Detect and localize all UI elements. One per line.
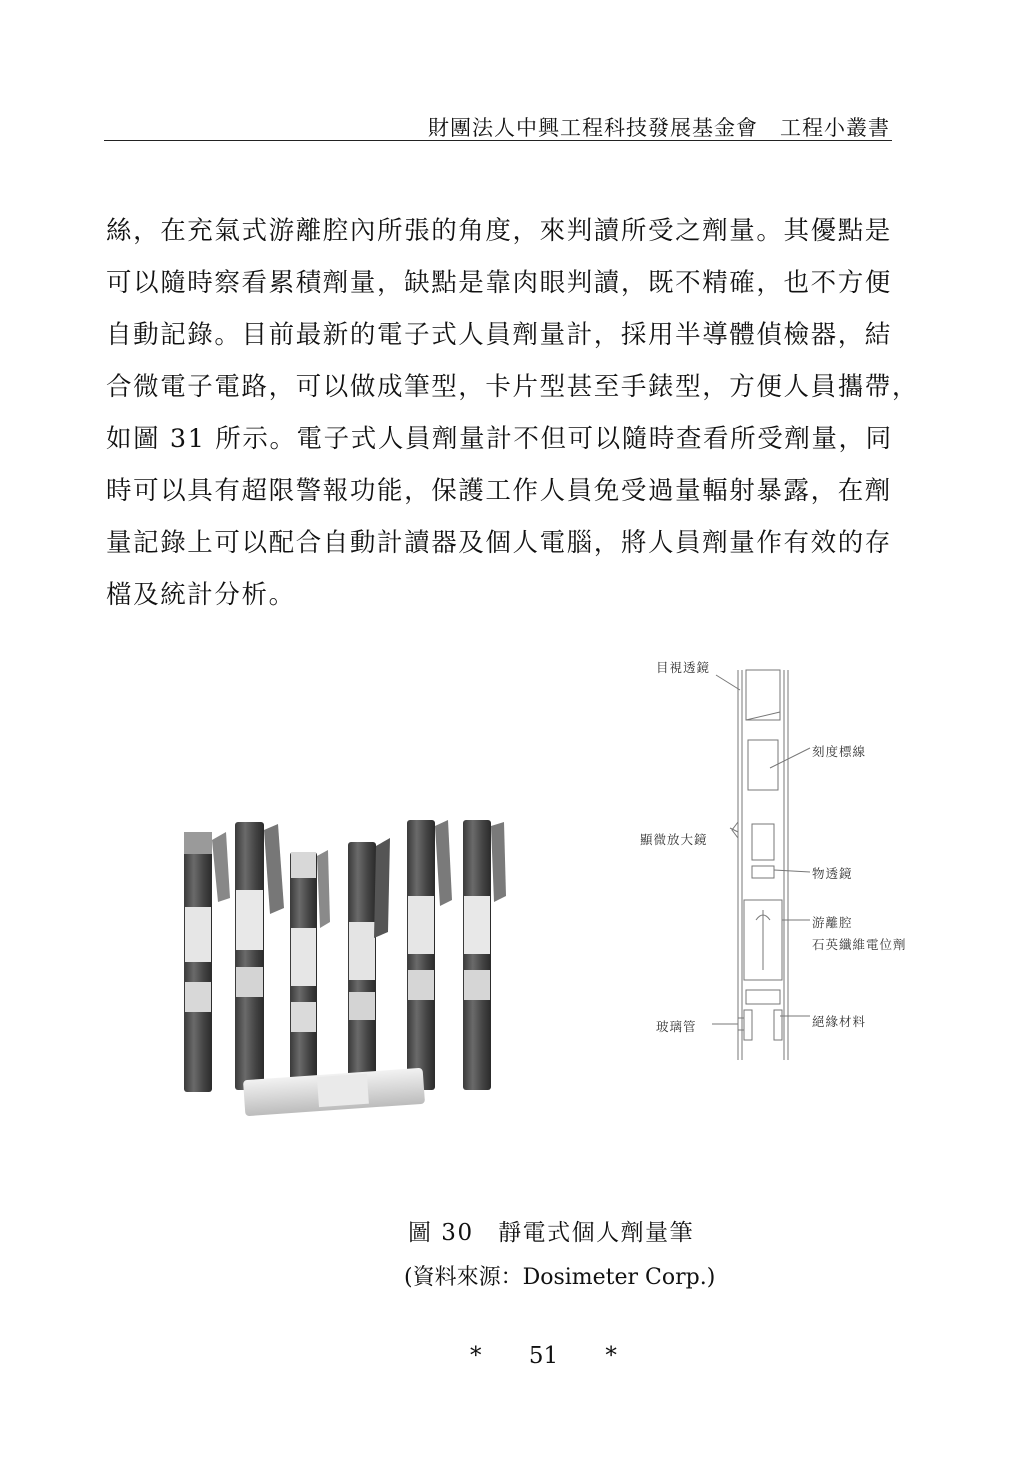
pen-4 [348, 838, 390, 1092]
header-rule [104, 140, 892, 141]
pen-1 [184, 832, 230, 1092]
dosimeter-cross-section-diagram [620, 640, 950, 1070]
label-chamber: 游離腔 [812, 915, 853, 930]
footer-star-left: * [470, 1343, 482, 1369]
label-scale: 刻度標線 [812, 744, 867, 759]
label-fiber: 石英纖維電位劑 [812, 937, 907, 952]
body-line: 絲，在充氣式游離腔內所張的角度，來判讀所受之劑量。其優點是 [106, 216, 892, 246]
body-line: 如圖 31 所示。電子式人員劑量計不但可以隨時查看所受劑量，同 [106, 424, 893, 454]
pen-6 [463, 820, 506, 1090]
pen-2 [235, 822, 284, 1090]
figure-caption: 圖 30 靜電式個人劑量筆 [408, 1220, 695, 1246]
page-number: 51 [528, 1343, 559, 1369]
label-insulator: 絕緣材料 [812, 1014, 867, 1029]
running-header: 財團法人中興工程科技發展基金會 工程小叢書 [428, 116, 890, 140]
label-glass: 玻璃管 [656, 1019, 697, 1034]
diagram-drawing [620, 640, 950, 1070]
body-line: 時可以具有超限警報功能，保護工作人員免受過量輻射暴露，在劑 [106, 476, 892, 506]
body-paragraph [106, 205, 920, 621]
dosimeter-pens-photo [178, 812, 530, 1117]
pen-lying [243, 1068, 425, 1116]
pen-3 [290, 850, 330, 1092]
label-objective: 物透鏡 [812, 866, 853, 881]
pen-5 [407, 820, 452, 1090]
body-line: 檔及統計分析。 [106, 580, 296, 610]
body-line: 合微電子電路，可以做成筆型，卡片型甚至手錶型，方便人員攜帶， [106, 372, 920, 402]
body-line: 可以隨時察看累積劑量，缺點是靠肉眼判讀，既不精確，也不方便 [106, 268, 892, 298]
figure-source: (資料來源：Dosimeter Corp.) [404, 1265, 716, 1290]
label-microscope: 顯微放大鏡 [640, 832, 708, 847]
footer-star-right: * [605, 1343, 617, 1369]
page-footer [450, 1343, 637, 1369]
body-line: 自動記錄。目前最新的電子式人員劑量計，採用半導體偵檢器，結 [106, 320, 892, 350]
label-eyepiece: 目視透鏡 [656, 660, 711, 675]
body-line: 量記錄上可以配合自動計讀器及個人電腦，將人員劑量作有效的存 [106, 528, 892, 558]
